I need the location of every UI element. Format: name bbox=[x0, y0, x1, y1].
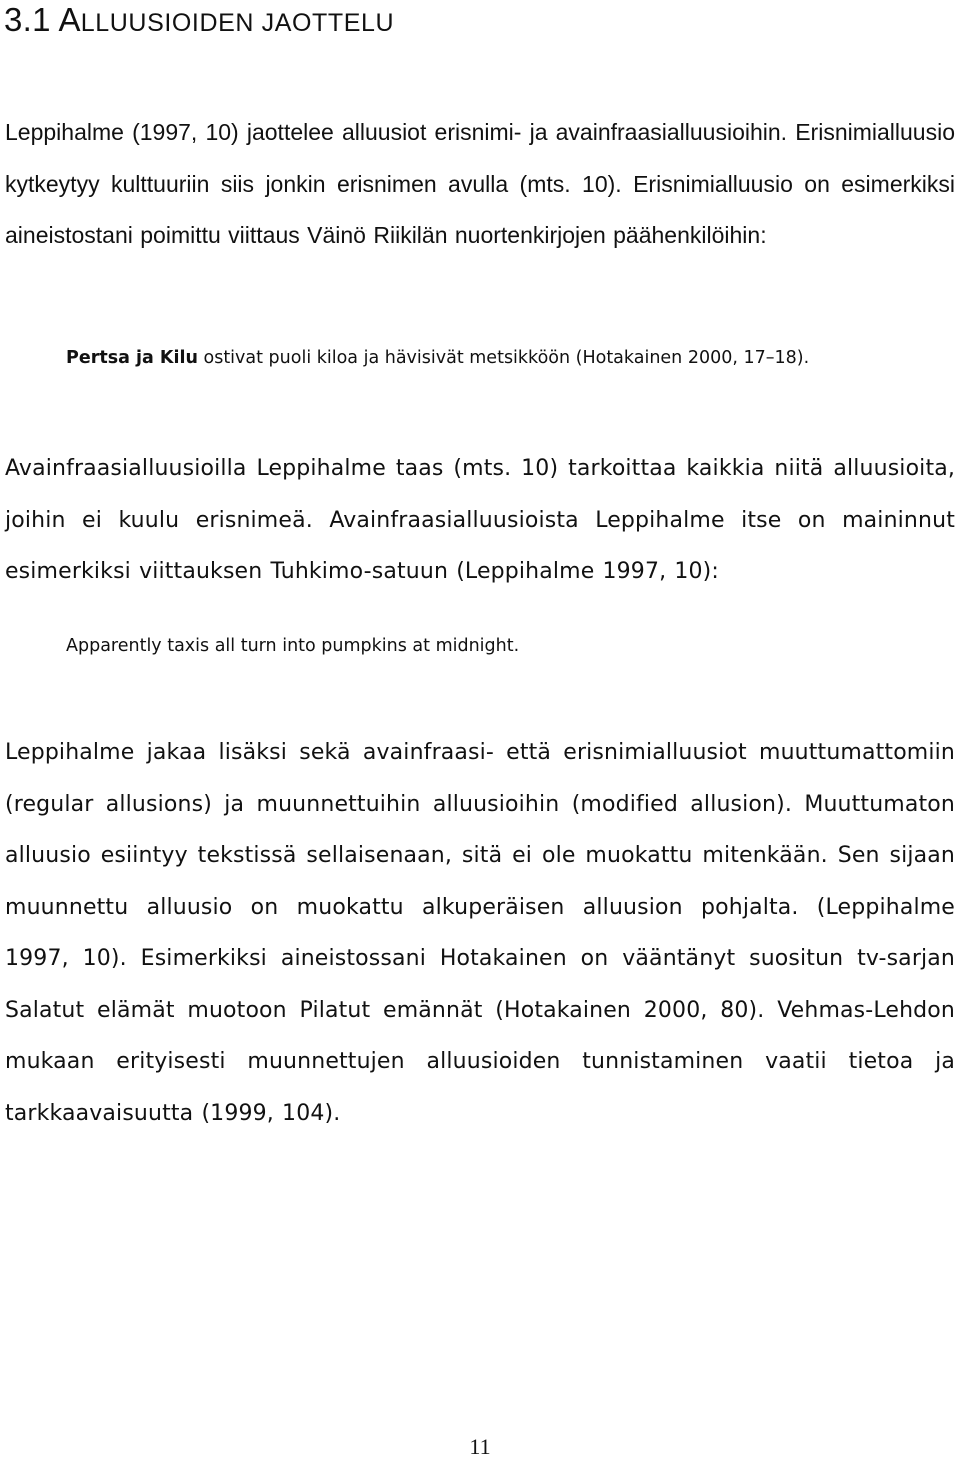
quote-bold-names: Pertsa ja Kilu bbox=[66, 348, 198, 368]
paragraph-proper-name-allusions: Leppihalme (1997, 10) jaottelee alluusiot erisnimi- ja avainfraasialluusioihin. Erisnimialluusio kytkeytyy kulttuuriin siis jonkin erisnimen avulla (mts. 10). Erisnimialluusio on esimerkiksi aineistostani poimittu viittaus Väinö Riikilän nuortenkirjojen päähenkilöihin: bbox=[5, 119, 955, 248]
section-title-smallcaps: LLUUSIOIDEN JAOTTELU bbox=[80, 9, 395, 37]
paragraph-regular-modified-allusions: Leppihalme jakaa lisäksi sekä avainfraasi- että erisnimialluusiot muuttumattomiin (regular allusions) ja muunnettuihin alluusioihin (modified allusion). Muuttumaton alluusio esiintyy tekstissä sellaisenaan, sitä ei ole muokattu mitenkään. Sen sijaan muunnettu alluusio on muokattu alkuperäisen alluusion pohjalta. (Leppihalme 1997, 10). Esimerkiksi aineistossani Hotakainen on vääntänyt suositun tv-sarjan Salatut elämät muotoon Pilatut emännät (Hotakainen 2000, 80). Vehmas-Lehdon mukaan erityisesti muunnettujen alluusioiden tunnistaminen vaatii tietoa ja tarkkaavaisuutta (1999, 104). bbox=[5, 740, 955, 1126]
quote-text: ostivat puoli kiloa ja hävisivät metsikköön (Hotakainen 2000, 17–18). bbox=[197, 348, 810, 368]
section-heading bbox=[4, 0, 394, 43]
page-number: 11 bbox=[469, 1434, 491, 1459]
section-title-initial: A bbox=[58, 1, 81, 38]
paragraph-key-phrase-allusions: Avainfraasialluusioilla Leppihalme taas (mts. 10) tarkoittaa kaikkia niitä alluusioita, joihin ei kuulu erisnimeä. Avainfraasialluusioista Leppihalme itse on maininnut esimerkiksi viittauksen Tuhkimo-satuun (Leppihalme 1997, 10): bbox=[5, 456, 955, 584]
example-quote-proper-name bbox=[66, 346, 946, 370]
example-quote-key-phrase: Apparently taxis all turn into pumpkins at midnight. bbox=[66, 636, 520, 656]
section-number: 3.1 bbox=[4, 1, 59, 38]
